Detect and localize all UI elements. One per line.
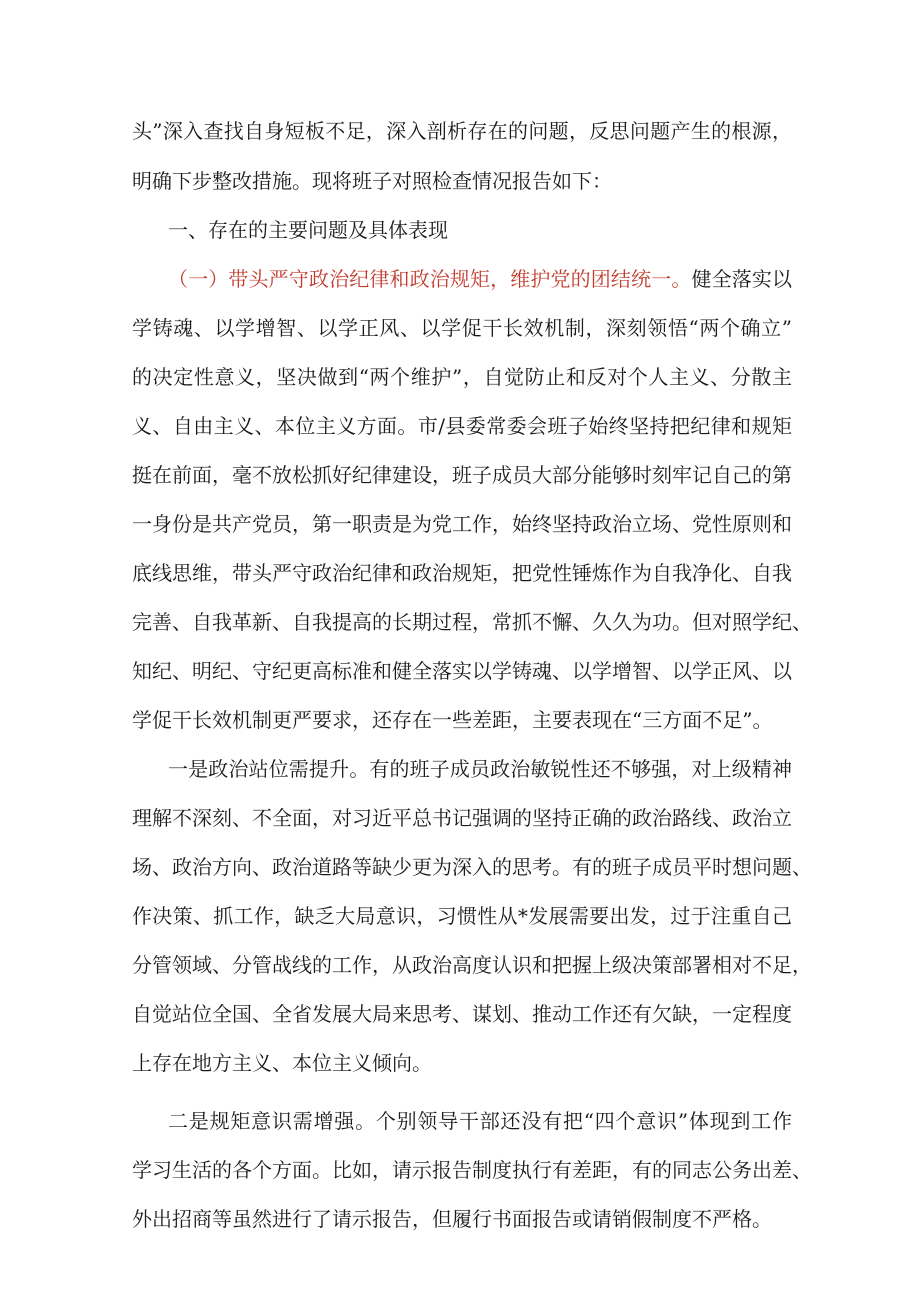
p1-line: 一身份是共产党员，第一职责是为党工作，始终坚持政治立场、党性原则和 <box>132 512 792 536</box>
p1-line: 完善、自我革新、自我提高的长期过程，常抓不懈、久久为功。但对照学纪、 <box>132 610 812 634</box>
section-heading: 一、存在的主要问题及具体表现 <box>168 218 448 242</box>
p2-line: 场、政治方向、政治道路等缺少更为深入的思考。有的班子成员平时想问题、 <box>132 855 812 879</box>
intro-line-1: 头”深入查找自身短板不足，深入剖析存在的问题，反思问题产生的根源， <box>132 119 792 143</box>
p1-line: 学铸魂、以学增智、以学正风、以学促干长效机制，深刻领悟“两个确立” <box>132 316 792 340</box>
p1-line: 知纪、明纪、守纪更高标准和健全落实以学铸魂、以学增智、以学正风、以 <box>132 659 792 683</box>
p1-line: 底线思维，带头严守政治纪律和政治规矩，把党性锤炼作为自我净化、自我 <box>132 561 792 585</box>
p3-line: 学习生活的各个方面。比如，请示报告制度执行有差距，有的同志公务出差、 <box>132 1158 812 1182</box>
p2-line: 理解不深刻、不全面，对习近平总书记强调的坚持正确的政治路线、政治立 <box>132 806 792 830</box>
p3-line: 二是规矩意识需增强。个别领导干部还没有把“四个意识”体现到工作 <box>168 1109 792 1133</box>
p2-line: 分管领域、分管战线的工作，从政治高度认识和把握上级决策部署相对不足， <box>132 953 812 977</box>
p1-first-line <box>168 266 792 292</box>
p1-first-line-rest: 健全落实以 <box>691 267 793 291</box>
p1-line: 挺在前面，毫不放松抓好纪律建设，班子成员大部分能够时刻牢记自己的第 <box>132 463 792 487</box>
p2-line: 作决策、抓工作，缺乏大局意识，习惯性从*发展需要出发，过于注重自己 <box>132 904 792 928</box>
p2-line: 一是政治站位需提升。有的班子成员政治敏锐性还不够强，对上级精神 <box>168 757 792 781</box>
p1-line: 义、自由主义、本位主义方面。市/县委常委会班子始终坚持把纪律和规矩 <box>132 414 792 438</box>
p2-line: 上存在地方主义、本位主义倾向。 <box>132 1051 432 1075</box>
intro-line-2: 明确下步整改措施。现将班子对照检查情况报告如下： <box>132 169 612 193</box>
p3-line: 外出招商等虽然进行了请示报告，但履行书面报告或请销假制度不严格。 <box>132 1207 772 1231</box>
p2-line: 自觉站位全国、全省发展大局来思考、谋划、推动工作还有欠缺，一定程度 <box>132 1002 792 1026</box>
p1-line: 的决定性意义，坚决做到“两个维护”，自觉防止和反对个人主义、分散主 <box>132 365 792 389</box>
p1-red-heading: （一）带头严守政治纪律和政治规矩，维护党的团结统一。 <box>168 267 692 291</box>
p1-line: 学促干长效机制更严要求，还存在一些差距，主要表现在“三方面不足”。 <box>132 708 773 732</box>
